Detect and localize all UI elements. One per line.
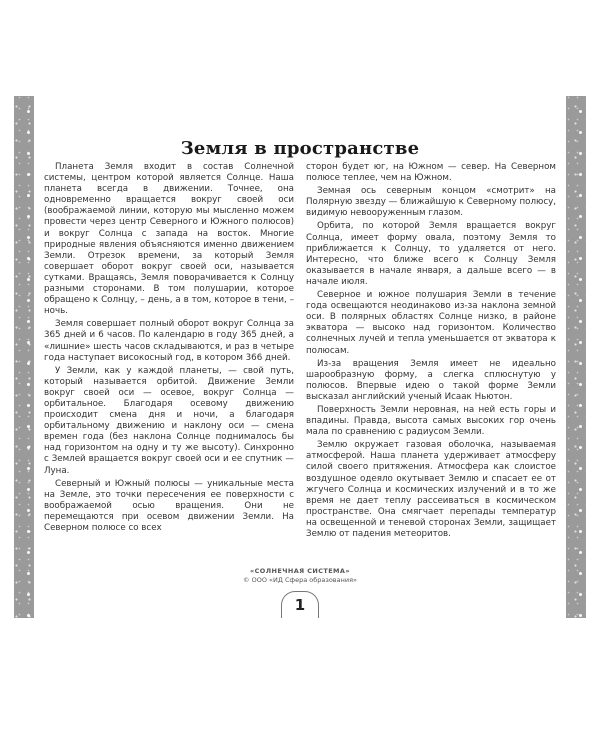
paragraph: У Земли, как у каждой планеты, — свой путь, который называется орбитой. Движение Земли вокруг своей оси — осевое, вокруг Солнца — орбитальное. Благодаря осевому движению происходит смена дня и ночи, а благодаря орбитальному движению и наклону оси — смена времен года (без наклона Солнце поднималось бы над горизонтом на одну и ту же высоту). Синхронно с Землей вращается вокруг своей оси и ее спутник — Луна. bbox=[44, 365, 294, 476]
paragraph: Земля совершает полный оборот вокруг Солнца за 365 дней и 6 часов. По календарю в году 365 дней, а «лишние» шесть часов складываются, и раз в четыре года наступает високосный год, в котором 366 дней. bbox=[44, 319, 294, 363]
paragraph: сторон будет юг, на Южном — север. На Северном полюсе теплее, чем на Южном. bbox=[306, 162, 556, 184]
paragraph: Землю окружает газовая оболочка, называемая атмосферой. Наша планета удерживает атмосферу силой своего притяжения. Атмосфера как слоистое воздушное одеяло окутывает Землю и спасает ее от жгучего Солнца и космических излучений и в то же время не дает теплу рассеиваться в космическом пространстве. Она смягчает перепады температур на освещенной и теневой сторонах Земли, защищает Землю от падения метеоритов. bbox=[306, 440, 556, 539]
page-title: Земля в пространстве bbox=[180, 138, 420, 160]
paragraph: Планета Земля входит в состав Солнечной системы, центром которой является Солнце. Наша планета всегда в движении. Точнее, она одновременно вращается вокруг своей оси (воображаемой линии, которую мы мысленно можем провести через центр Северного и Южного полюсов) и вокруг Солнца с запада на восток. Многие природные явления объясняются именно движением Земли. Отрезок времени, за который Земля совершает оборот вокруг своей оси, называется сутками. Вращаясь, Земля поворачивается к Солнцу разными сторонами. В том полушарии, которое обращено к Солнцу, – день, а в том, которое в тени, – ночь. bbox=[44, 162, 294, 317]
right-column bbox=[306, 162, 556, 542]
copyright: © ООО «ИД Сфера образования» bbox=[243, 575, 357, 584]
page-number: 1 bbox=[281, 591, 319, 618]
left-column bbox=[44, 162, 294, 536]
paragraph: Северный и Южный полюсы — уникальные места на Земле, это точки пересечения ее поверхности с воображаемой осью вращения. Они не перемещаются при осевом движении Земли. На Северном полюсе со всех bbox=[44, 478, 294, 533]
content-panel bbox=[34, 96, 566, 618]
paragraph: Из-за вращения Земля имеет не идеально шарообразную форму, а слегка сплюснутую у полюсов. Впервые идею о такой форме Земли высказал английский ученый Исаак Ньютон. bbox=[306, 358, 556, 402]
paragraph: Орбита, по которой Земля вращается вокруг Солнца, имеет форму овала, поэтому Земля то приближается к Солнцу, то удаляется от него. Интересно, что ближе всего к Солнцу Земля оказывается в начале января, а дальше всего — в начале июля. bbox=[306, 221, 556, 287]
footer bbox=[34, 567, 566, 584]
series-name: «СОЛНЕЧНАЯ СИСТЕМА» bbox=[250, 567, 350, 575]
paragraph: Поверхность Земли неровная, на ней есть горы и впадины. Правда, высота самых высоких гор очень мала по сравнению с радиусом Земли. bbox=[306, 404, 556, 438]
paragraph: Северное и южное полушария Земли в течение года освещаются неодинаково из-за наклона земной оси. В полярных областях Солнце низко, в районе экватора — высоко над горизонтом. Количество солнечных лучей и тепла уменьшается от экватора к полюсам. bbox=[306, 290, 556, 356]
paragraph: Земная ось северным концом «смотрит» на Полярную звезду — ближайшую к Северному полюсу, видимую невооруженным глазом. bbox=[306, 186, 557, 219]
